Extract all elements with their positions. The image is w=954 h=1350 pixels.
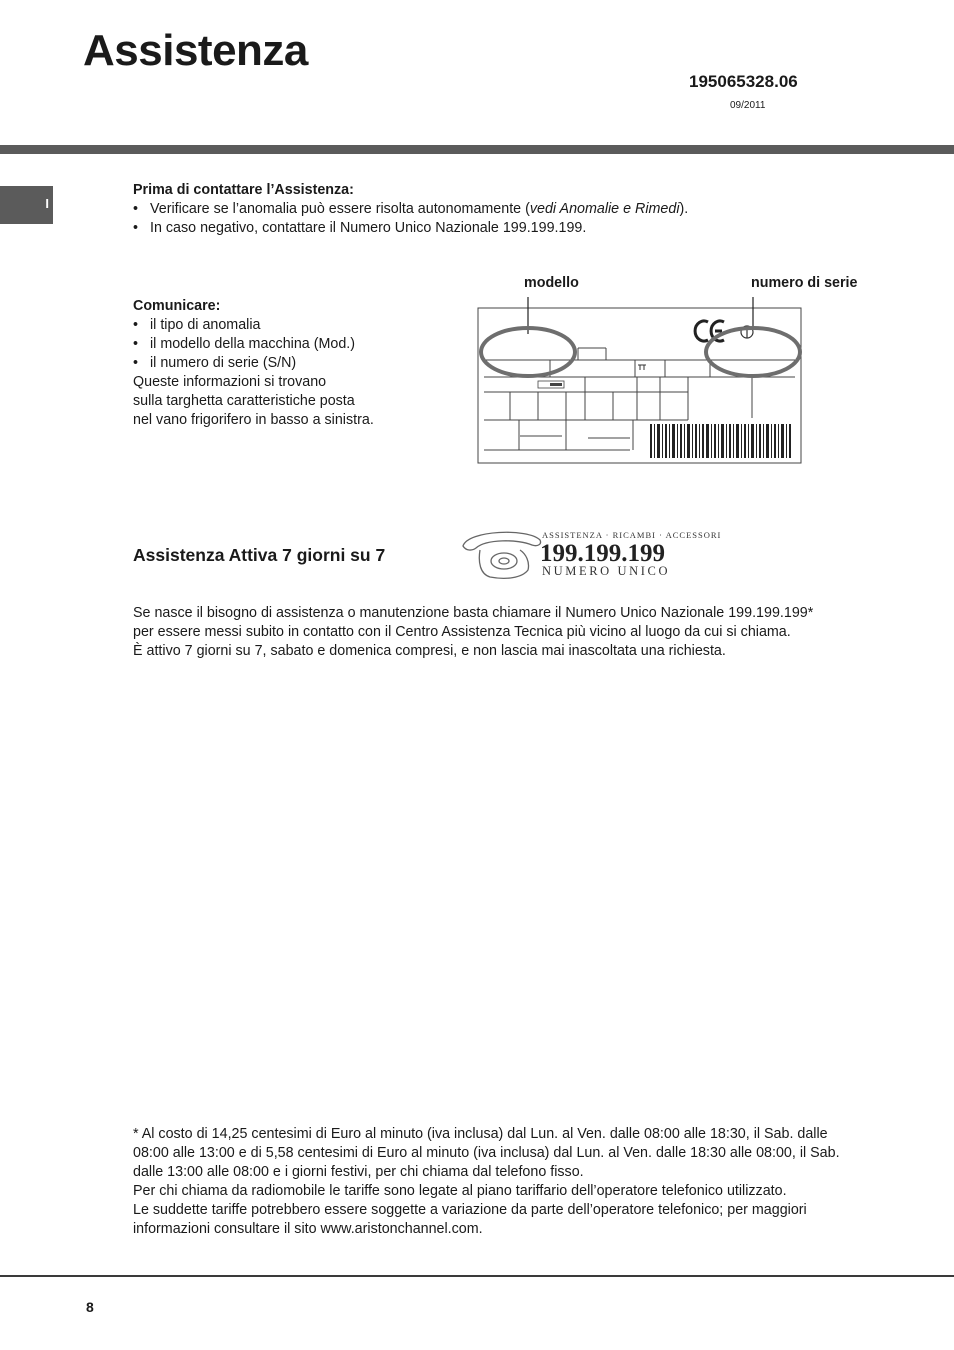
document-number: 195065328.06 bbox=[689, 72, 798, 91]
footer-divider bbox=[0, 1275, 954, 1277]
logo-tagline: ASSISTENZA · RICAMBI · ACCESSORI bbox=[542, 530, 722, 540]
telephone-icon bbox=[463, 532, 541, 578]
language-tab-label: I bbox=[45, 196, 49, 211]
footnote-line: * Al costo di 14,25 centesimi di Euro al minuto (iva inclusa) dal Lun. al Ven. dalle 08:00 alle 18:30, il Sab. dalle bbox=[133, 1126, 828, 1142]
numero-unico-logo bbox=[458, 526, 722, 582]
communicate-heading: Comunicare: bbox=[133, 298, 221, 314]
list-item: • il modello della macchina (Mod.) bbox=[133, 335, 463, 354]
plate-location-note-line: nel vano frigorifero in basso a sinistra. bbox=[133, 412, 374, 428]
before-contact-section bbox=[133, 181, 913, 238]
communicate-section bbox=[133, 297, 463, 430]
model-highlight-ellipse bbox=[481, 328, 575, 376]
logo-numero-unico: NUMERO UNICO bbox=[542, 564, 671, 578]
paragraph-line: per essere messi subito in contatto con il Centro Assistenza Tecnica più vicino al luogo da cui si chiama. bbox=[133, 624, 791, 640]
before-contact-list bbox=[133, 200, 913, 238]
serial-number-label: numero di serie bbox=[751, 275, 858, 291]
assistance-active-paragraph bbox=[133, 604, 923, 661]
page-title: Assistenza bbox=[83, 26, 308, 75]
plate-location-note-line: sulla targhetta caratteristiche posta bbox=[133, 393, 355, 409]
page-number: 8 bbox=[86, 1299, 94, 1315]
footnote-line: dalle 13:00 alle 08:00 e i giorni festivi, per chi chiama dal telefono fisso. bbox=[133, 1164, 584, 1180]
bullet-text-end: ). bbox=[679, 201, 689, 217]
bullet-reference: vedi Anomalie e Rimedi bbox=[529, 201, 680, 217]
logo-phone-number: 199.199.199 bbox=[540, 540, 665, 567]
header-divider-bar bbox=[0, 145, 954, 154]
model-label: modello bbox=[524, 275, 579, 291]
rating-plate-diagram bbox=[470, 290, 810, 470]
language-tab bbox=[0, 186, 53, 224]
paragraph-line: È attivo 7 giorni su 7, sabato e domenica compresi, e non lascia mai inascoltata una richiesta. bbox=[133, 643, 726, 659]
footnote-line: Per chi chiama da radiomobile le tariffe sono legate al piano tariffario dell’operatore telefonico utilizzato. bbox=[133, 1183, 787, 1199]
list-item bbox=[133, 200, 913, 219]
footnote-line: informazioni consultare il sito www.aristonchannel.com. bbox=[133, 1221, 483, 1237]
small-symbol-icon bbox=[638, 365, 646, 370]
plate-location-note-line: Queste informazioni si trovano bbox=[133, 374, 327, 390]
paragraph-line: Se nasce il bisogno di assistenza o manutenzione basta chiamare il Numero Unico Nazionale 199.199.199* bbox=[133, 605, 814, 621]
communicate-list bbox=[133, 316, 463, 373]
assistance-active-heading: Assistenza Attiva 7 giorni su 7 bbox=[133, 545, 386, 565]
list-item: • il tipo di anomalia bbox=[133, 316, 463, 335]
document-date: 09/2011 bbox=[730, 100, 766, 111]
footnote-line: Le suddette tariffe potrebbero essere soggette a variazione da parte dell’operatore telefonico; per maggiori bbox=[133, 1202, 807, 1218]
list-item: • il numero di serie (S/N) bbox=[133, 354, 463, 373]
serial-highlight-ellipse bbox=[706, 328, 800, 376]
bullet-text: Verificare se l’anomalia può essere risolta autonomamente ( bbox=[150, 201, 530, 217]
before-contact-heading: Prima di contattare l’Assistenza: bbox=[133, 182, 354, 198]
list-item: • In caso negativo, contattare il Numero Unico Nazionale 199.199.199. bbox=[133, 219, 913, 238]
footnote-line: 08:00 alle 13:00 e di 5,58 centesimi di Euro al minuto (iva inclusa) dal Lun. al Ven. dalle 18:30 alle 08:00, il Sab. bbox=[133, 1145, 840, 1161]
tariff-footnote bbox=[133, 1125, 893, 1239]
ce-mark-icon bbox=[695, 321, 724, 341]
barcode bbox=[650, 424, 791, 458]
